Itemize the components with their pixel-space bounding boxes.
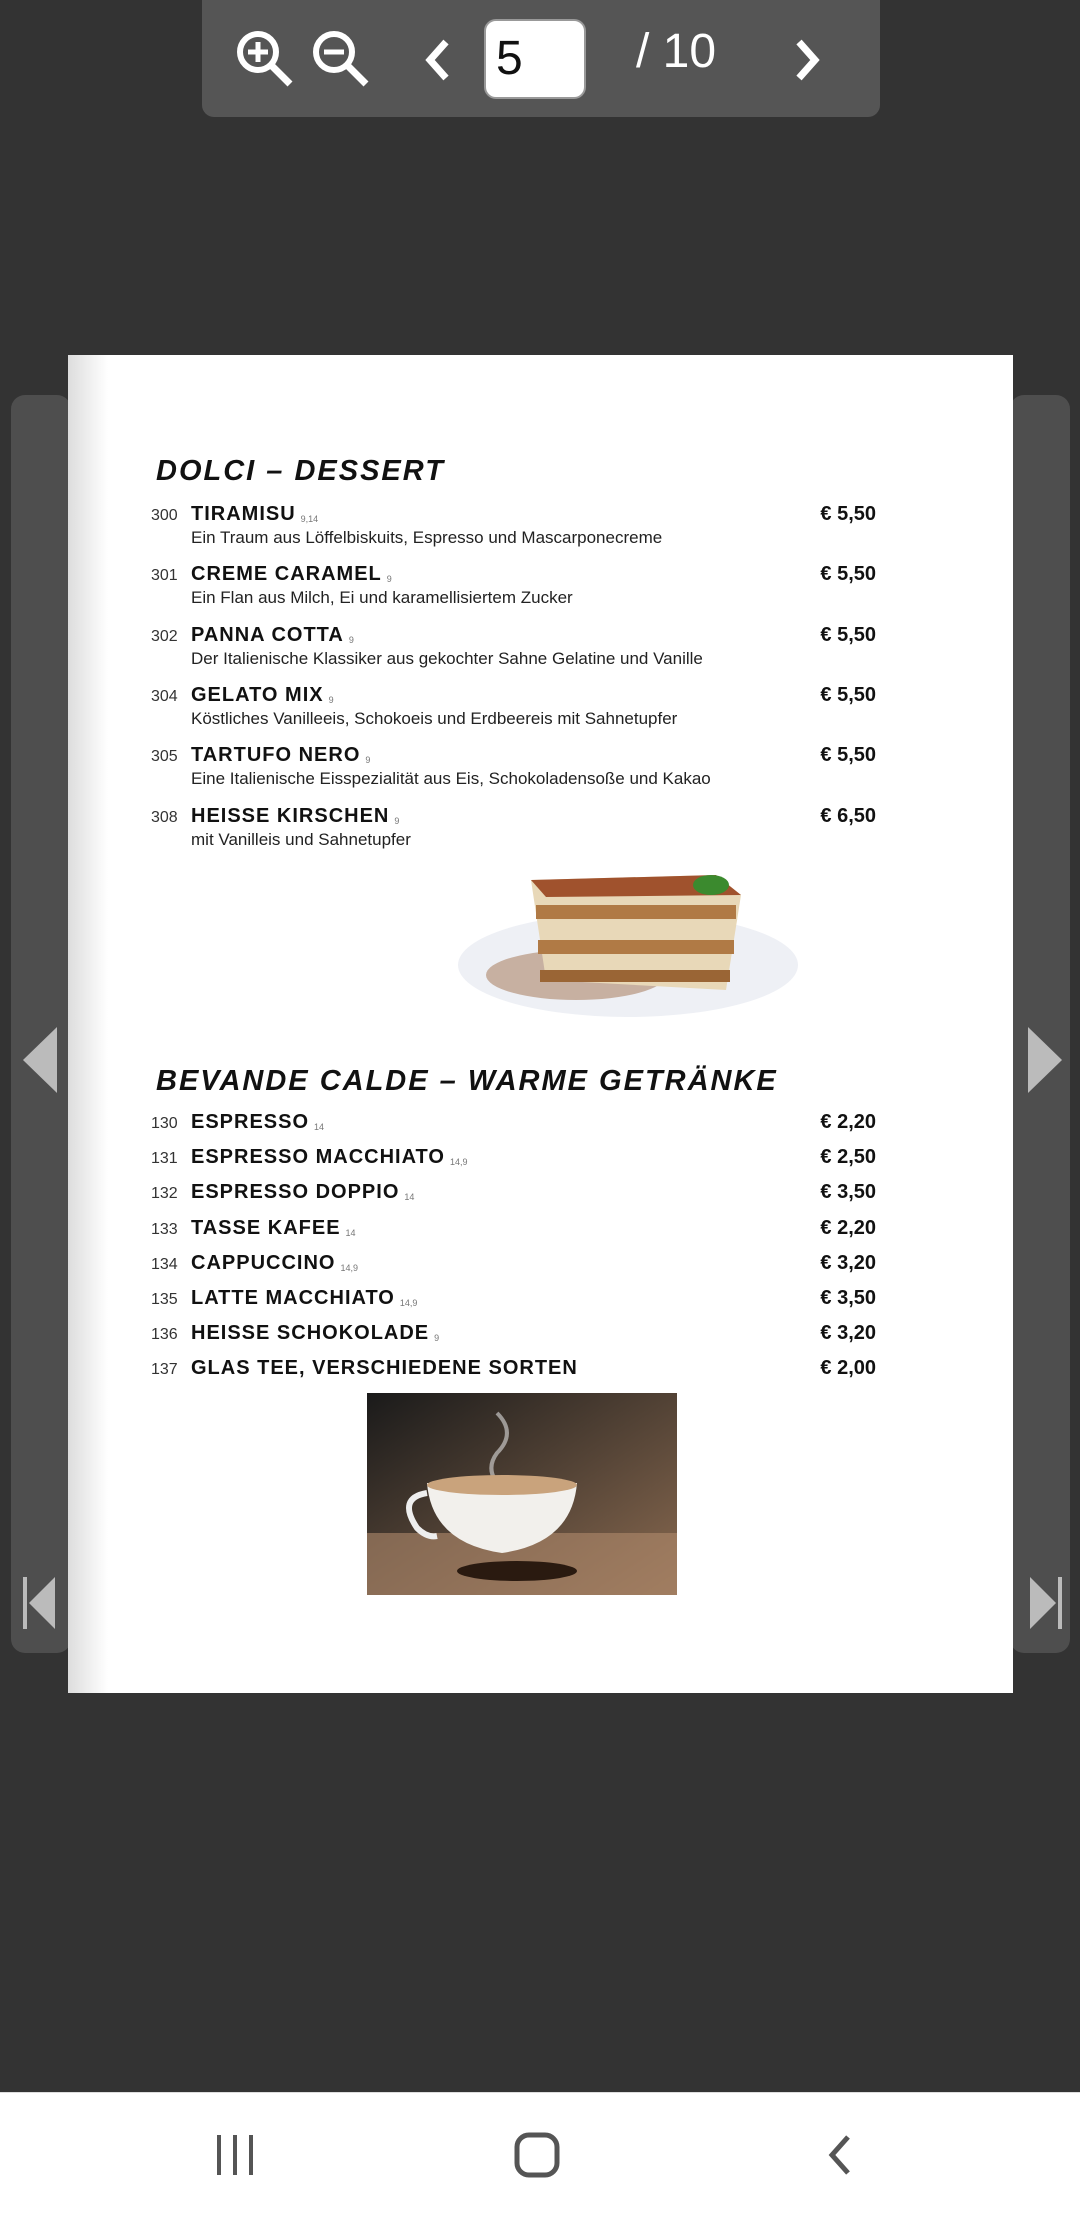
home-icon[interactable] (514, 2132, 560, 2178)
item-number: 135 (151, 1291, 178, 1308)
section-title-dessert: DOLCI – DESSERT (156, 455, 445, 487)
item-number: 132 (151, 1185, 178, 1203)
item-name (191, 1322, 439, 1345)
item-description: Der Italienische Klassiker aus gekochter Sahne Gelatine und Vanille (191, 648, 703, 668)
item-name-text: ESPRESSO (191, 1111, 310, 1133)
zoom-out-icon[interactable] (310, 28, 372, 90)
item-number: 130 (151, 1115, 178, 1132)
item-number: 302 (151, 627, 178, 645)
page-number-input[interactable]: 5 (484, 19, 586, 99)
item-description: Köstliches Vanilleeis, Schokoeis und Erdbeereis mit Sahnetupfer (191, 708, 678, 728)
item-name-text: TARTUFO NERO (191, 744, 361, 767)
allergen-codes: 14,9 (449, 1157, 468, 1168)
item-price: € 3,20 (820, 1251, 876, 1274)
item-price: € 3,20 (820, 1322, 876, 1345)
item-name-text: LATTE MACCHIATO (191, 1287, 395, 1309)
item-description: mit Vanilleis und Sahnetupfer (191, 829, 411, 849)
allergen-codes: 9 (348, 634, 354, 645)
item-name (191, 563, 392, 586)
item-name-text: ESPRESSO DOPPIO (191, 1181, 400, 1204)
item-name-text: TIRAMISU (191, 503, 296, 525)
item-number: 301 (151, 567, 178, 585)
item-price: € 5,50 (820, 683, 876, 706)
coffee-image (367, 1393, 677, 1595)
item-name (191, 1146, 468, 1169)
item-number: 300 (151, 507, 178, 524)
item-name (191, 624, 354, 647)
chevron-right-icon[interactable] (793, 38, 823, 82)
item-name (191, 805, 399, 828)
item-name (191, 1252, 358, 1275)
item-name (191, 684, 334, 707)
item-name-text: CREME CARAMEL (191, 563, 382, 586)
item-name (191, 744, 370, 767)
next-page-arrow-icon[interactable] (1024, 1025, 1064, 1095)
back-icon[interactable] (824, 2133, 854, 2177)
allergen-codes: 9 (328, 694, 334, 705)
allergen-codes: 14 (314, 1122, 325, 1132)
item-number: 304 (151, 687, 178, 705)
last-page-icon[interactable] (1024, 1575, 1064, 1631)
tiramisu-image (456, 845, 801, 1023)
item-name-text: HEISSE SCHOKOLADE (191, 1322, 430, 1345)
item-price: € 2,20 (820, 1111, 876, 1133)
item-price: € 5,50 (820, 744, 876, 767)
chevron-left-icon[interactable] (422, 38, 452, 82)
item-name (191, 1181, 414, 1204)
item-number: 137 (151, 1361, 178, 1379)
item-name-text: TASSE KAFEE (191, 1216, 341, 1239)
allergen-codes: 14,9 (399, 1298, 418, 1308)
left-side-panel (11, 395, 71, 1653)
zoom-in-icon[interactable] (234, 28, 296, 90)
allergen-codes: 14 (404, 1192, 415, 1203)
item-price: € 6,50 (820, 804, 876, 827)
item-price: € 3,50 (820, 1181, 876, 1204)
item-number: 305 (151, 748, 178, 766)
item-name (191, 503, 318, 526)
section-title-warm-drinks: BEVANDE CALDE – WARME GETRÄNKE (156, 1065, 778, 1097)
right-side-panel (1010, 395, 1070, 1653)
item-number: 308 (151, 808, 178, 826)
pdf-page (68, 355, 1013, 1693)
item-number: 134 (151, 1255, 178, 1273)
item-name-text: CAPPUCCINO (191, 1251, 336, 1274)
item-price: € 2,50 (820, 1146, 876, 1169)
item-name (191, 1287, 417, 1310)
item-description: Eine Italienische Eisspezialität aus Eis, Schokoladensoße und Kakao (191, 769, 711, 789)
item-number: 131 (151, 1150, 178, 1168)
item-price: € 5,50 (820, 503, 876, 525)
item-price: € 5,50 (820, 563, 876, 586)
item-price: € 2,20 (820, 1216, 876, 1239)
item-name (191, 1111, 324, 1134)
allergen-codes: 9,14 (300, 514, 319, 524)
previous-page-arrow-icon[interactable] (21, 1025, 61, 1095)
item-name-text: PANNA COTTA (191, 623, 344, 646)
allergen-codes: 14,9 (340, 1262, 358, 1273)
item-price: € 2,00 (820, 1357, 876, 1380)
page-shadow (68, 355, 108, 1693)
item-name-text: GELATO MIX (191, 683, 324, 706)
allergen-codes: 9 (394, 815, 400, 826)
item-name-text: ESPRESSO MACCHIATO (191, 1146, 445, 1169)
item-price: € 5,50 (820, 623, 876, 646)
item-name (191, 1357, 583, 1380)
total-pages: / 10 (636, 25, 717, 78)
item-number: 133 (151, 1220, 178, 1238)
item-name (191, 1217, 356, 1240)
item-description: Ein Flan aus Milch, Ei und karamellisiertem Zucker (191, 588, 573, 608)
allergen-codes: 9 (365, 755, 371, 766)
allergen-codes: 9 (434, 1333, 440, 1344)
android-nav-bar (0, 2092, 1080, 2220)
allergen-codes: 14 (345, 1227, 356, 1238)
item-number: 136 (151, 1326, 178, 1344)
pdf-toolbar (202, 0, 880, 117)
first-page-icon[interactable] (21, 1575, 61, 1631)
item-name-text: GLAS TEE, VERSCHIEDENE SORTEN (191, 1357, 578, 1380)
item-description: Ein Traum aus Löffelbiskuits, Espresso und Mascarponecreme (191, 528, 663, 547)
item-name-text: HEISSE KIRSCHEN (191, 804, 390, 827)
allergen-codes: 9 (386, 574, 392, 585)
item-price: € 3,50 (820, 1287, 876, 1309)
recent-apps-icon[interactable] (215, 2133, 255, 2177)
